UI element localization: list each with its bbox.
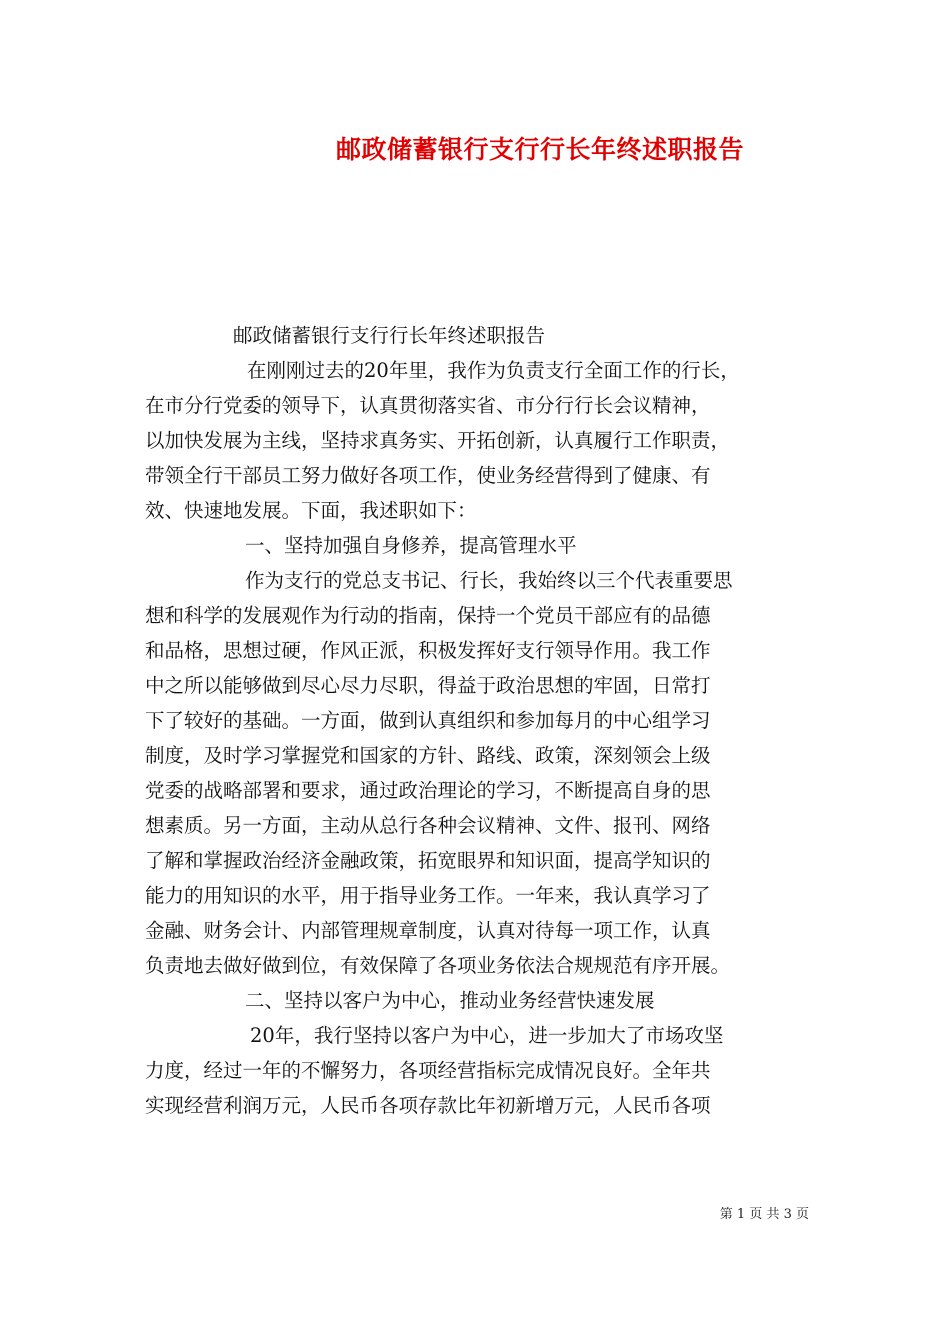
body-line: 中之所以能够做到尽心尽力尽职，得益于政治思想的牢固，日常打: [145, 674, 711, 697]
body-line: 在市分行党委的领导下，认真贯彻落实省、市分行行长会议精神，: [145, 394, 711, 417]
body-line: 作为支行的党总支书记、行长，我始终以三个代表重要思: [245, 569, 733, 592]
body-line: 一、坚持加强自身修养，提高管理水平: [245, 534, 577, 557]
body-line: 邮政储蓄银行支行行长年终述职报告: [233, 324, 546, 347]
body-line: 制度，及时学习掌握党和国家的方针、路线、政策，深刻领会上级: [145, 744, 711, 767]
body-line: 20年，我行坚持以客户为中心，进一步加大了市场攻坚: [250, 1024, 724, 1047]
body-line: 想素质。另一方面，主动从总行各种会议精神、文件、报刊、网络: [145, 814, 711, 837]
body-line: 在刚刚过去的20年里，我作为负责支行全面工作的行长，: [247, 359, 740, 382]
body-line: 了解和掌握政治经济金融政策，拓宽眼界和知识面，提高学知识的: [145, 849, 711, 872]
document-body: [145, 318, 825, 1123]
document-title: 邮政储蓄银行支行行长年终述职报告: [335, 135, 744, 164]
body-line: 二、坚持以客户为中心，推动业务经营快速发展: [245, 989, 655, 1012]
body-line: 带领全行干部员工努力做好各项工作，使业务经营得到了健康、有: [145, 464, 711, 487]
body-line: 力度，经过一年的不懈努力，各项经营指标完成情况良好。全年共: [145, 1059, 711, 1082]
body-line: 能力的用知识的水平，用于指导业务工作。一年来，我认真学习了: [145, 884, 711, 907]
body-line: 效、快速地发展。下面，我述职如下：: [145, 499, 477, 522]
body-line: 党委的战略部署和要求，通过政治理论的学习，不断提高自身的思: [145, 779, 711, 802]
body-line: 想和科学的发展观作为行动的指南，保持一个党员干部应有的品德: [145, 604, 711, 627]
body-line: 和品格，思想过硬，作风正派，积极发挥好支行领导作用。我工作: [145, 639, 711, 662]
body-line: 下了较好的基础。一方面，做到认真组织和参加每月的中心组学习: [145, 709, 711, 732]
body-line: 以加快发展为主线，坚持求真务实、开拓创新，认真履行工作职责，: [145, 429, 731, 452]
body-line: 负责地去做好做到位，有效保障了各项业务依法合规规范有序开展。: [145, 954, 731, 977]
body-line: 金融、财务会计、内部管理规章制度，认真对待每一项工作，认真: [145, 919, 711, 942]
page-footer: 第 1 页 共 3 页: [719, 1207, 809, 1222]
body-line: 实现经营利润万元，人民币各项存款比年初新增万元，人民币各项: [145, 1094, 711, 1117]
